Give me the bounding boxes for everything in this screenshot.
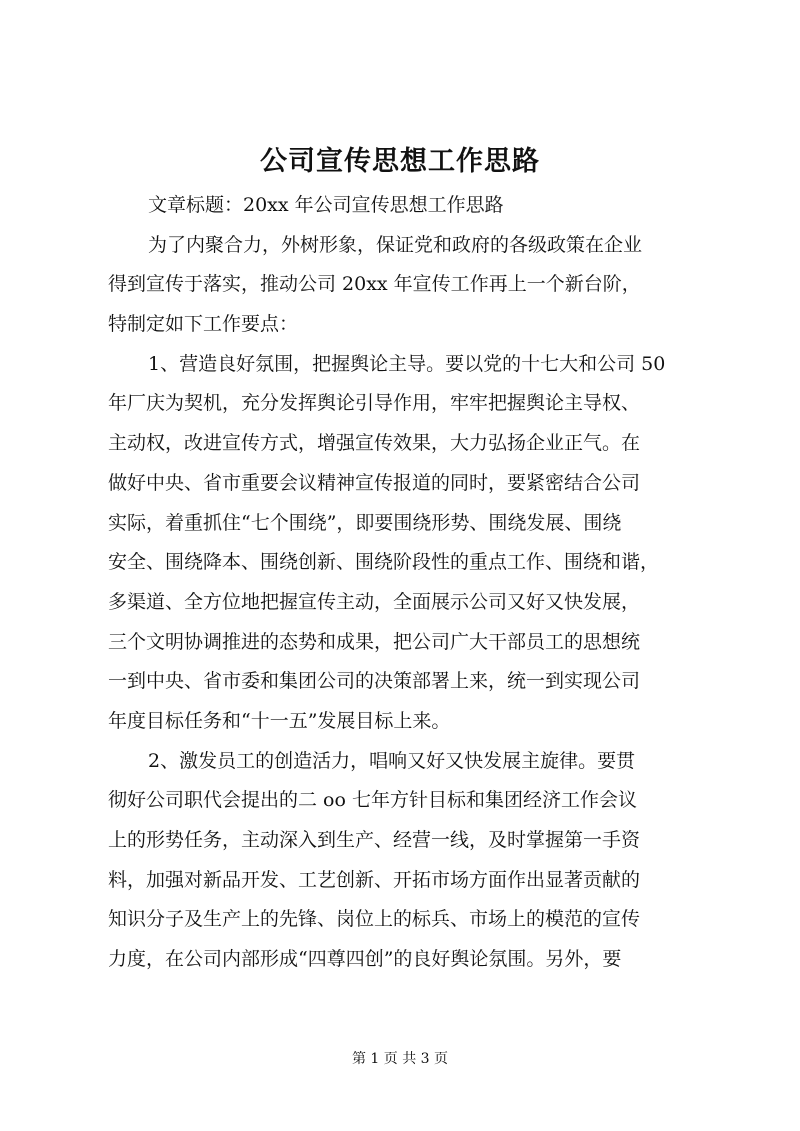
paragraph-line: 得到宣传于落实，推动公司 20xx 年宣传工作再上一个新台阶， xyxy=(108,273,641,296)
document-body xyxy=(108,186,708,980)
page-footer: 第 1 页 共 3 页 xyxy=(351,1051,449,1067)
paragraph-line: 力度，在公司内部形成“四尊四创”的良好舆论氛围。另外，要 xyxy=(108,948,622,971)
paragraph-line: 上的形势任务，主动深入到生产、经营一线，及时掌握第一手资 xyxy=(108,829,641,851)
paragraph-line: 做好中央、省市重要会议精神宣传报道的同时，要紧密结合公司 xyxy=(108,471,641,494)
paragraph-line: 2、激发员工的创造活力，唱响又好又快发展主旋律。要贯 xyxy=(148,749,636,772)
paragraph-line: 主动权，改进宣传方式，增强宣传效果，大力弘扬企业正气。在 xyxy=(108,432,641,455)
paragraph-line: 为了内聚合力，外树形象，保证党和政府的各级政策在企业 xyxy=(148,233,643,256)
document-title: 公司宣传思想工作思路 xyxy=(260,146,540,177)
paragraph-line: 实际，着重抓住“七个围绕”，即要围绕形势、围绕发展、围绕 xyxy=(108,511,622,534)
paragraph-line: 年厂庆为契机，充分发挥舆论引导作用，牢牢把握舆论主导权、 xyxy=(108,392,641,415)
paragraph-line: 安全、围绕降本、围绕创新、围绕阶段性的重点工作、围绕和谐， xyxy=(108,551,660,574)
paragraph-line: 多渠道、全方位地把握宣传主动，全面展示公司又好又快发展， xyxy=(108,590,641,613)
paragraph-line: 知识分子及生产上的先锋、岗位上的标兵、市场上的模范的宣传 xyxy=(108,908,641,931)
article-title-line: 文章标题：20xx 年公司宣传思想工作思路 xyxy=(148,194,504,216)
paragraph-line: 三个文明协调推进的态势和成果，把公司广大干部员工的思想统 xyxy=(108,630,641,653)
paragraph-line: 一到中央、省市委和集团公司的决策部署上来，统一到实现公司 xyxy=(108,670,641,693)
paragraph-line: 料，加强对新品开发、工艺创新、开拓市场方面作出显著贡献的 xyxy=(108,868,641,891)
paragraph-line: 1、营造良好氛围，把握舆论主导。要以党的十七大和公司 50 xyxy=(148,352,666,375)
paragraph-line: 年度目标任务和“十一五”发展目标上来。 xyxy=(108,709,451,732)
paragraph-line: 彻好公司职代会提出的二 oo 七年方针目标和集团经济工作会议 xyxy=(108,789,637,812)
paragraph-line: 特制定如下工作要点： xyxy=(108,313,299,336)
